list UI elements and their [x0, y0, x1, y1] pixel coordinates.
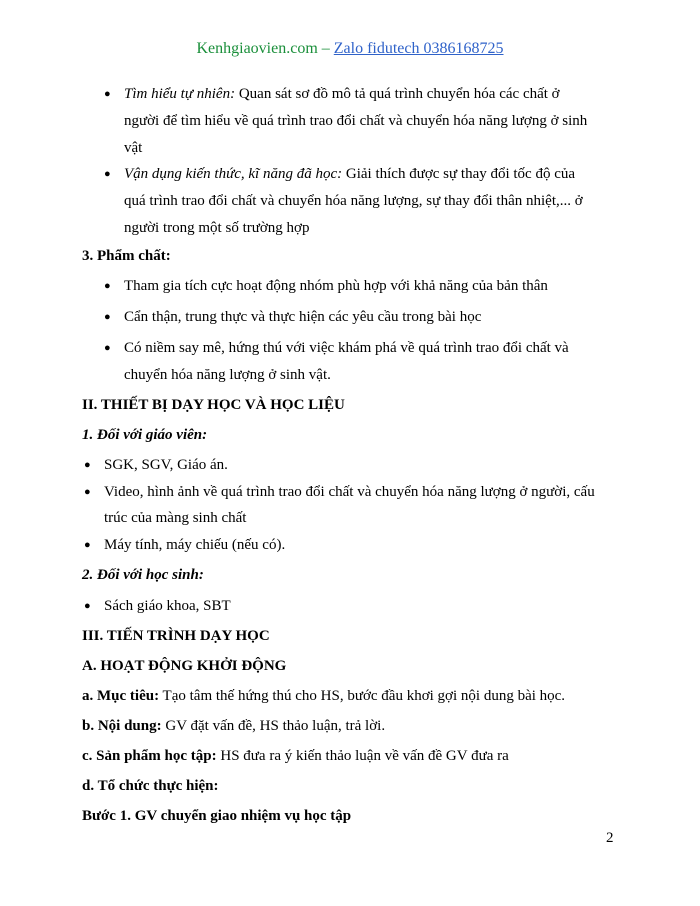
competency-line: người trong một số trường hợp: [124, 220, 310, 236]
competency-line: Vận dụng kiến thức, kĩ năng đã học: Giải thích được sự thay đổi tốc độ của: [124, 166, 576, 182]
competency-line: Tìm hiểu tự nhiên: Quan sát sơ đồ mô tả quá trình chuyển hóa các chất ở: [124, 86, 560, 102]
qualities-heading: 3. Phẩm chất:: [82, 248, 171, 264]
competency-line: vật: [124, 140, 143, 156]
competency-line: quá trình trao đổi chất và chuyển hóa năng lượng, sự thay đổi thân nhiệt,... ở: [124, 193, 583, 209]
step1-heading: Bước 1. GV chuyển giao nhiệm vụ học tập: [82, 808, 352, 824]
student-heading: 2. Đối với học sinh:: [82, 567, 204, 583]
organization-heading: d. Tổ chức thực hiện:: [82, 778, 219, 794]
bullet-icon: ●: [84, 539, 91, 551]
page-number: 2: [606, 830, 614, 846]
bullet-icon: ●: [84, 459, 91, 471]
bullet-icon: ●: [84, 600, 91, 612]
quality-item: Tham gia tích cực hoạt động nhóm phù hợp với khả năng của bản thân: [124, 278, 548, 294]
activity-heading: A. HOẠT ĐỘNG KHỞI ĐỘNG: [82, 658, 287, 674]
teacher-item: Máy tính, máy chiếu (nếu có).: [104, 537, 286, 553]
content-label: b. Nội dung:: [82, 718, 162, 734]
goal-label: a. Mục tiêu:: [82, 688, 160, 704]
content-line: b. Nội dung: GV đặt vấn đề, HS thảo luận, trả lời.: [82, 718, 386, 734]
competency-label: Vận dụng kiến thức, kĩ năng đã học:: [124, 166, 343, 182]
teacher-item: SGK, SGV, Giáo án.: [104, 457, 228, 473]
page-header: [0, 40, 700, 58]
student-item: Sách giáo khoa, SBT: [104, 598, 231, 614]
header-site[interactable]: Kenhgiaovien.com: [196, 40, 318, 57]
bullet-icon: ●: [104, 342, 111, 354]
quality-item: Có niềm say mê, hứng thú với việc khám phá về quá trình trao đổi chất và: [124, 340, 569, 356]
quality-item: Cẩn thận, trung thực và thực hiện các yêu cầu trong bài học: [124, 309, 482, 325]
header-zalo-link[interactable]: Zalo fidutech 0386168725: [333, 40, 504, 57]
competency-label: Tìm hiểu tự nhiên:: [124, 86, 236, 102]
bullet-icon: ●: [104, 88, 111, 100]
bullet-icon: ●: [104, 311, 111, 323]
competency-line: người để tìm hiểu về quá trình trao đổi chất và chuyển hóa năng lượng ở sinh: [124, 113, 588, 129]
equipment-heading: II. THIẾT BỊ DẠY HỌC VÀ HỌC LIỆU: [82, 397, 345, 413]
bullet-icon: ●: [104, 280, 111, 292]
header-separator: –: [317, 40, 334, 57]
bullet-icon: ●: [84, 486, 91, 498]
teacher-heading: 1. Đối với giáo viên:: [82, 427, 208, 443]
bullet-icon: ●: [104, 168, 111, 180]
product-label: c. Sản phẩm học tập:: [82, 748, 217, 764]
teacher-item: Video, hình ảnh về quá trình trao đổi chất và chuyển hóa năng lượng ở người, cấu: [104, 484, 595, 500]
quality-item: chuyển hóa năng lượng ở sinh vật.: [124, 367, 331, 383]
process-heading: III. TIẾN TRÌNH DẠY HỌC: [82, 628, 270, 644]
teacher-item: trúc của màng sinh chất: [104, 510, 247, 526]
product-line: c. Sản phẩm học tập: HS đưa ra ý kiến thảo luận về vấn đề GV đưa ra: [82, 748, 509, 764]
goal-line: a. Mục tiêu: Tạo tâm thế hứng thú cho HS, bước đầu khơi gợi nội dung bài học.: [82, 688, 566, 704]
